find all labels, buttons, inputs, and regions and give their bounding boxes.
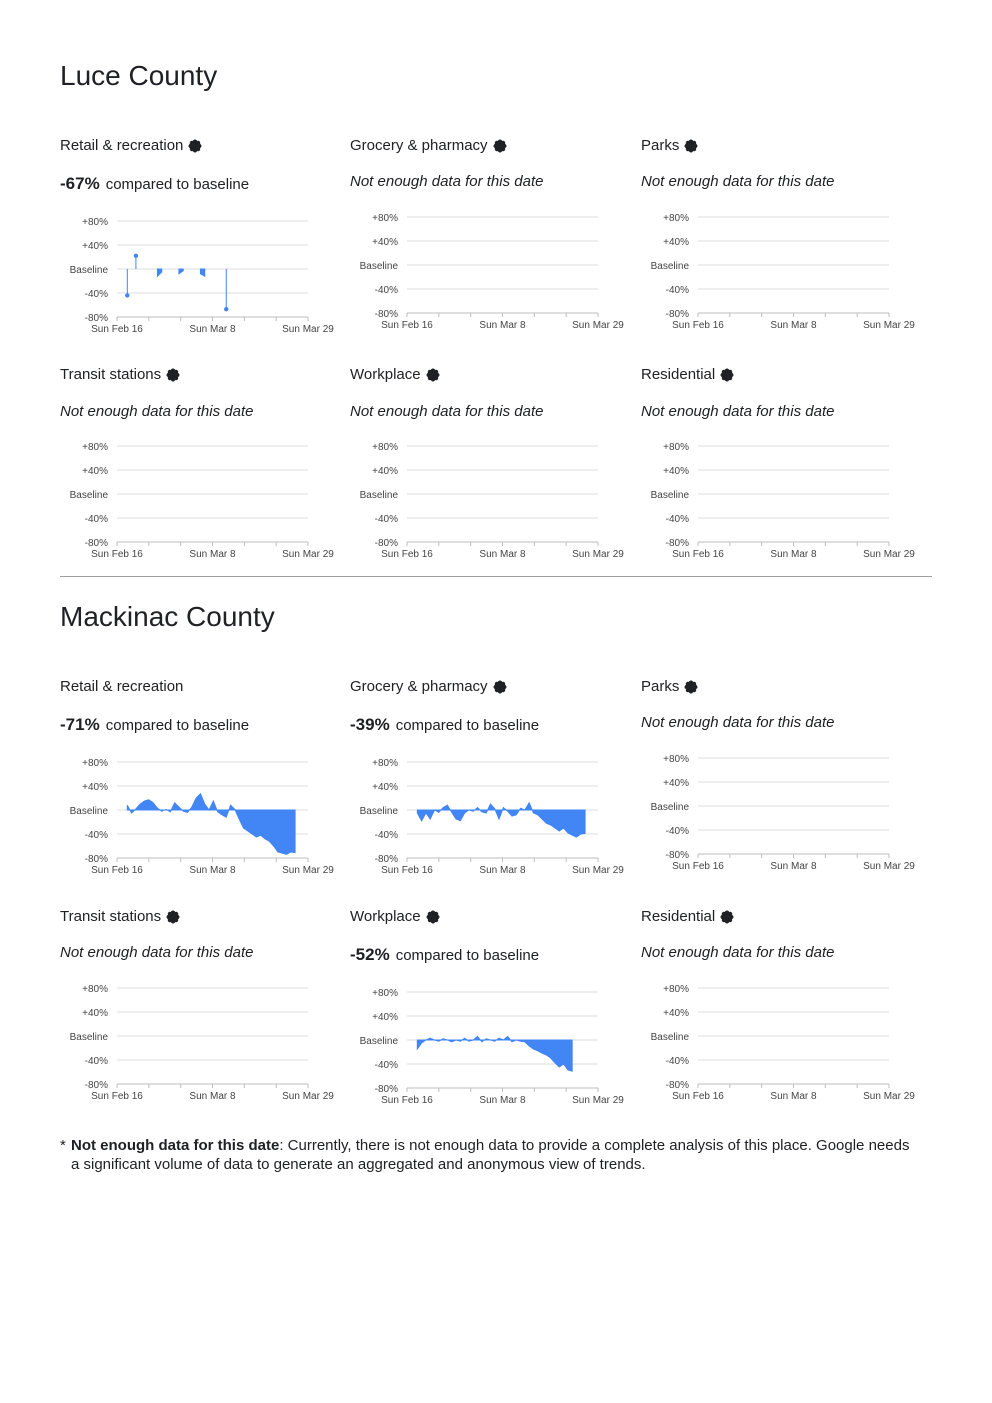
county-title-luce: Luce County [60, 60, 218, 91]
compare-text: compared to baseline [105, 717, 250, 734]
y-tick-label: +40% [82, 241, 108, 252]
panel-mackinac-grocery [350, 678, 640, 888]
y-tick-label: -40% [84, 830, 108, 841]
y-tick-label: -80% [374, 309, 398, 320]
y-tick-label: -40% [665, 1056, 689, 1067]
x-tick-label: Sun Feb 16 [381, 1095, 433, 1106]
x-tick-label: Sun Mar 8 [479, 865, 526, 876]
panel-mackinac-transit [60, 908, 350, 1118]
y-tick-label: -80% [665, 538, 689, 549]
x-tick-label: Sun Mar 29 [572, 865, 624, 876]
series-area [127, 794, 295, 855]
y-tick-label: +40% [372, 237, 398, 248]
compare-text: compared to baseline [395, 717, 540, 734]
y-tick-label: +80% [82, 758, 108, 769]
y-tick-label: Baseline [650, 802, 689, 813]
y-tick-label: Baseline [359, 261, 398, 272]
x-tick-label: Sun Mar 8 [189, 549, 236, 560]
series-area [417, 1036, 572, 1071]
x-tick-label: Sun Mar 8 [479, 320, 526, 331]
y-tick-label: +40% [82, 1008, 108, 1019]
y-tick-label: -80% [84, 854, 108, 865]
mobility-chart [60, 439, 340, 569]
y-tick-label: +80% [372, 988, 398, 999]
x-tick-label: Sun Mar 8 [770, 320, 817, 331]
compare-text: compared to baseline [395, 947, 540, 964]
x-tick-label: Sun Mar 29 [282, 1091, 334, 1102]
y-tick-label: Baseline [69, 1032, 108, 1043]
x-tick-label: Sun Mar 8 [189, 1091, 236, 1102]
y-tick-label: -40% [665, 514, 689, 525]
y-tick-label: -80% [374, 854, 398, 865]
panel-title: Workplace [350, 366, 440, 383]
asterisk-icon [188, 139, 202, 153]
footnote [60, 1136, 910, 1174]
mobility-chart [60, 981, 340, 1111]
panel-title: Workplace [350, 908, 440, 925]
panel-luce-retail [60, 137, 350, 347]
y-tick-label: -80% [84, 538, 108, 549]
mobility-chart [350, 985, 630, 1115]
y-tick-label: -80% [374, 1084, 398, 1095]
no-data-notice: Not enough data for this date [641, 173, 835, 190]
x-tick-label: Sun Mar 29 [863, 1091, 915, 1102]
panel-title: Parks [641, 678, 698, 695]
y-tick-label: +40% [82, 466, 108, 477]
y-tick-label: +80% [663, 984, 689, 995]
panel-title: Transit stations [60, 366, 180, 383]
no-data-notice: Not enough data for this date [641, 944, 835, 961]
x-tick-label: Sun Feb 16 [672, 861, 724, 872]
series-area [417, 803, 585, 837]
y-tick-label: -80% [665, 850, 689, 861]
panel-title: Residential [641, 366, 734, 383]
data-point [224, 307, 228, 311]
percent-value: -71% [60, 715, 100, 734]
y-tick-label: +80% [82, 984, 108, 995]
mobility-chart [350, 210, 630, 340]
y-tick-label: +40% [372, 782, 398, 793]
x-tick-label: Sun Mar 29 [572, 549, 624, 560]
x-tick-label: Sun Feb 16 [672, 1091, 724, 1102]
x-tick-label: Sun Feb 16 [91, 1091, 143, 1102]
asterisk-icon [493, 680, 507, 694]
panel-luce-workplace [350, 366, 640, 576]
percent-value: -67% [60, 174, 100, 193]
y-tick-label: Baseline [359, 806, 398, 817]
x-tick-label: Sun Mar 8 [479, 549, 526, 560]
y-tick-label: +40% [663, 237, 689, 248]
y-tick-label: Baseline [650, 490, 689, 501]
x-tick-label: Sun Mar 29 [572, 320, 624, 331]
y-tick-label: -40% [84, 1056, 108, 1067]
panel-stat [350, 715, 539, 735]
y-tick-label: +80% [663, 442, 689, 453]
percent-value: -52% [350, 945, 390, 964]
no-data-notice: Not enough data for this date [641, 714, 835, 731]
x-tick-label: Sun Feb 16 [91, 865, 143, 876]
panel-title: Grocery & pharmacy [350, 678, 507, 695]
mobility-chart [60, 214, 340, 344]
data-point [125, 293, 129, 297]
no-data-notice: Not enough data for this date [60, 944, 254, 961]
compare-text: compared to baseline [105, 176, 250, 193]
x-tick-label: Sun Mar 29 [572, 1095, 624, 1106]
y-tick-label: Baseline [650, 1032, 689, 1043]
y-tick-label: -80% [374, 538, 398, 549]
no-data-notice: Not enough data for this date [350, 173, 544, 190]
panel-title: Retail & recreation [60, 137, 202, 154]
panel-luce-transit [60, 366, 350, 576]
x-tick-label: Sun Feb 16 [381, 549, 433, 560]
y-tick-label: -80% [665, 309, 689, 320]
asterisk-icon [166, 368, 180, 382]
x-tick-label: Sun Mar 8 [770, 549, 817, 560]
y-tick-label: -40% [665, 285, 689, 296]
y-tick-label: +40% [663, 1008, 689, 1019]
y-tick-label: Baseline [359, 490, 398, 501]
series-area [157, 269, 161, 276]
series-area [200, 269, 204, 276]
footnote-text: : Currently, there is not enough data to provide a complete analysis of this place. Google needs a significant volume of data to generate an aggregated and anonymous view of trends. [71, 1137, 910, 1173]
panel-mackinac-workplace [350, 908, 640, 1118]
y-tick-label: +80% [82, 217, 108, 228]
y-tick-label: +40% [82, 782, 108, 793]
x-tick-label: Sun Mar 29 [282, 324, 334, 335]
mobility-chart [60, 755, 340, 885]
y-tick-label: -40% [374, 830, 398, 841]
county-title-mackinac: Mackinac County [60, 601, 275, 632]
asterisk-icon [493, 139, 507, 153]
x-tick-label: Sun Feb 16 [381, 865, 433, 876]
footnote-bold: Not enough data for this date [71, 1137, 280, 1154]
x-tick-label: Sun Feb 16 [672, 549, 724, 560]
county-divider [60, 576, 932, 577]
y-tick-label: Baseline [359, 1036, 398, 1047]
y-tick-label: +80% [372, 213, 398, 224]
mobility-chart [641, 751, 921, 881]
panel-title: Retail & recreation [60, 678, 184, 695]
y-tick-label: +80% [82, 442, 108, 453]
footnote-mark: * [60, 1137, 66, 1154]
x-tick-label: Sun Mar 29 [863, 861, 915, 872]
y-tick-label: +40% [372, 1012, 398, 1023]
data-point [134, 254, 138, 258]
panel-title: Grocery & pharmacy [350, 137, 507, 154]
asterisk-icon [166, 910, 180, 924]
y-tick-label: +40% [663, 466, 689, 477]
panel-mackinac-residential [641, 908, 931, 1118]
panel-stat [60, 715, 249, 735]
asterisk-icon [720, 910, 734, 924]
asterisk-icon [426, 368, 440, 382]
y-tick-label: +80% [663, 213, 689, 224]
x-tick-label: Sun Mar 29 [863, 320, 915, 331]
x-tick-label: Sun Feb 16 [381, 320, 433, 331]
asterisk-icon [684, 139, 698, 153]
panel-title: Parks [641, 137, 698, 154]
asterisk-icon [684, 680, 698, 694]
y-tick-label: -80% [84, 313, 108, 324]
y-tick-label: +80% [372, 442, 398, 453]
y-tick-label: +80% [372, 758, 398, 769]
y-tick-label: -40% [84, 514, 108, 525]
x-tick-label: Sun Mar 8 [770, 1091, 817, 1102]
mobility-chart [350, 439, 630, 569]
x-tick-label: Sun Mar 8 [479, 1095, 526, 1106]
mobility-chart [641, 439, 921, 569]
y-tick-label: -40% [374, 514, 398, 525]
y-tick-label: Baseline [69, 490, 108, 501]
panel-luce-residential [641, 366, 931, 576]
y-tick-label: +80% [663, 754, 689, 765]
y-tick-label: -40% [374, 285, 398, 296]
panel-luce-grocery [350, 137, 640, 347]
mobility-chart [641, 210, 921, 340]
x-tick-label: Sun Feb 16 [91, 324, 143, 335]
panel-mackinac-parks [641, 678, 931, 888]
y-tick-label: -40% [374, 1060, 398, 1071]
y-tick-label: Baseline [69, 265, 108, 276]
x-tick-label: Sun Feb 16 [672, 320, 724, 331]
y-tick-label: -40% [84, 289, 108, 300]
panel-luce-parks [641, 137, 931, 347]
x-tick-label: Sun Mar 8 [189, 865, 236, 876]
x-tick-label: Sun Mar 29 [863, 549, 915, 560]
x-tick-label: Sun Mar 29 [282, 865, 334, 876]
x-tick-label: Sun Mar 8 [189, 324, 236, 335]
panel-stat [350, 945, 539, 965]
y-tick-label: +40% [372, 466, 398, 477]
series-area [179, 269, 183, 274]
mobility-chart [350, 755, 630, 885]
asterisk-icon [720, 368, 734, 382]
panel-title: Transit stations [60, 908, 180, 925]
x-tick-label: Sun Mar 8 [770, 861, 817, 872]
y-tick-label: -80% [665, 1080, 689, 1091]
panel-mackinac-retail [60, 678, 350, 888]
y-tick-label: Baseline [69, 806, 108, 817]
no-data-notice: Not enough data for this date [350, 403, 544, 420]
percent-value: -39% [350, 715, 390, 734]
asterisk-icon [426, 910, 440, 924]
no-data-notice: Not enough data for this date [60, 403, 254, 420]
y-tick-label: +40% [663, 778, 689, 789]
mobility-chart [641, 981, 921, 1111]
x-tick-label: Sun Mar 29 [282, 549, 334, 560]
panel-stat [60, 174, 249, 194]
no-data-notice: Not enough data for this date [641, 403, 835, 420]
y-tick-label: -80% [84, 1080, 108, 1091]
y-tick-label: Baseline [650, 261, 689, 272]
panel-title: Residential [641, 908, 734, 925]
x-tick-label: Sun Feb 16 [91, 549, 143, 560]
y-tick-label: -40% [665, 826, 689, 837]
